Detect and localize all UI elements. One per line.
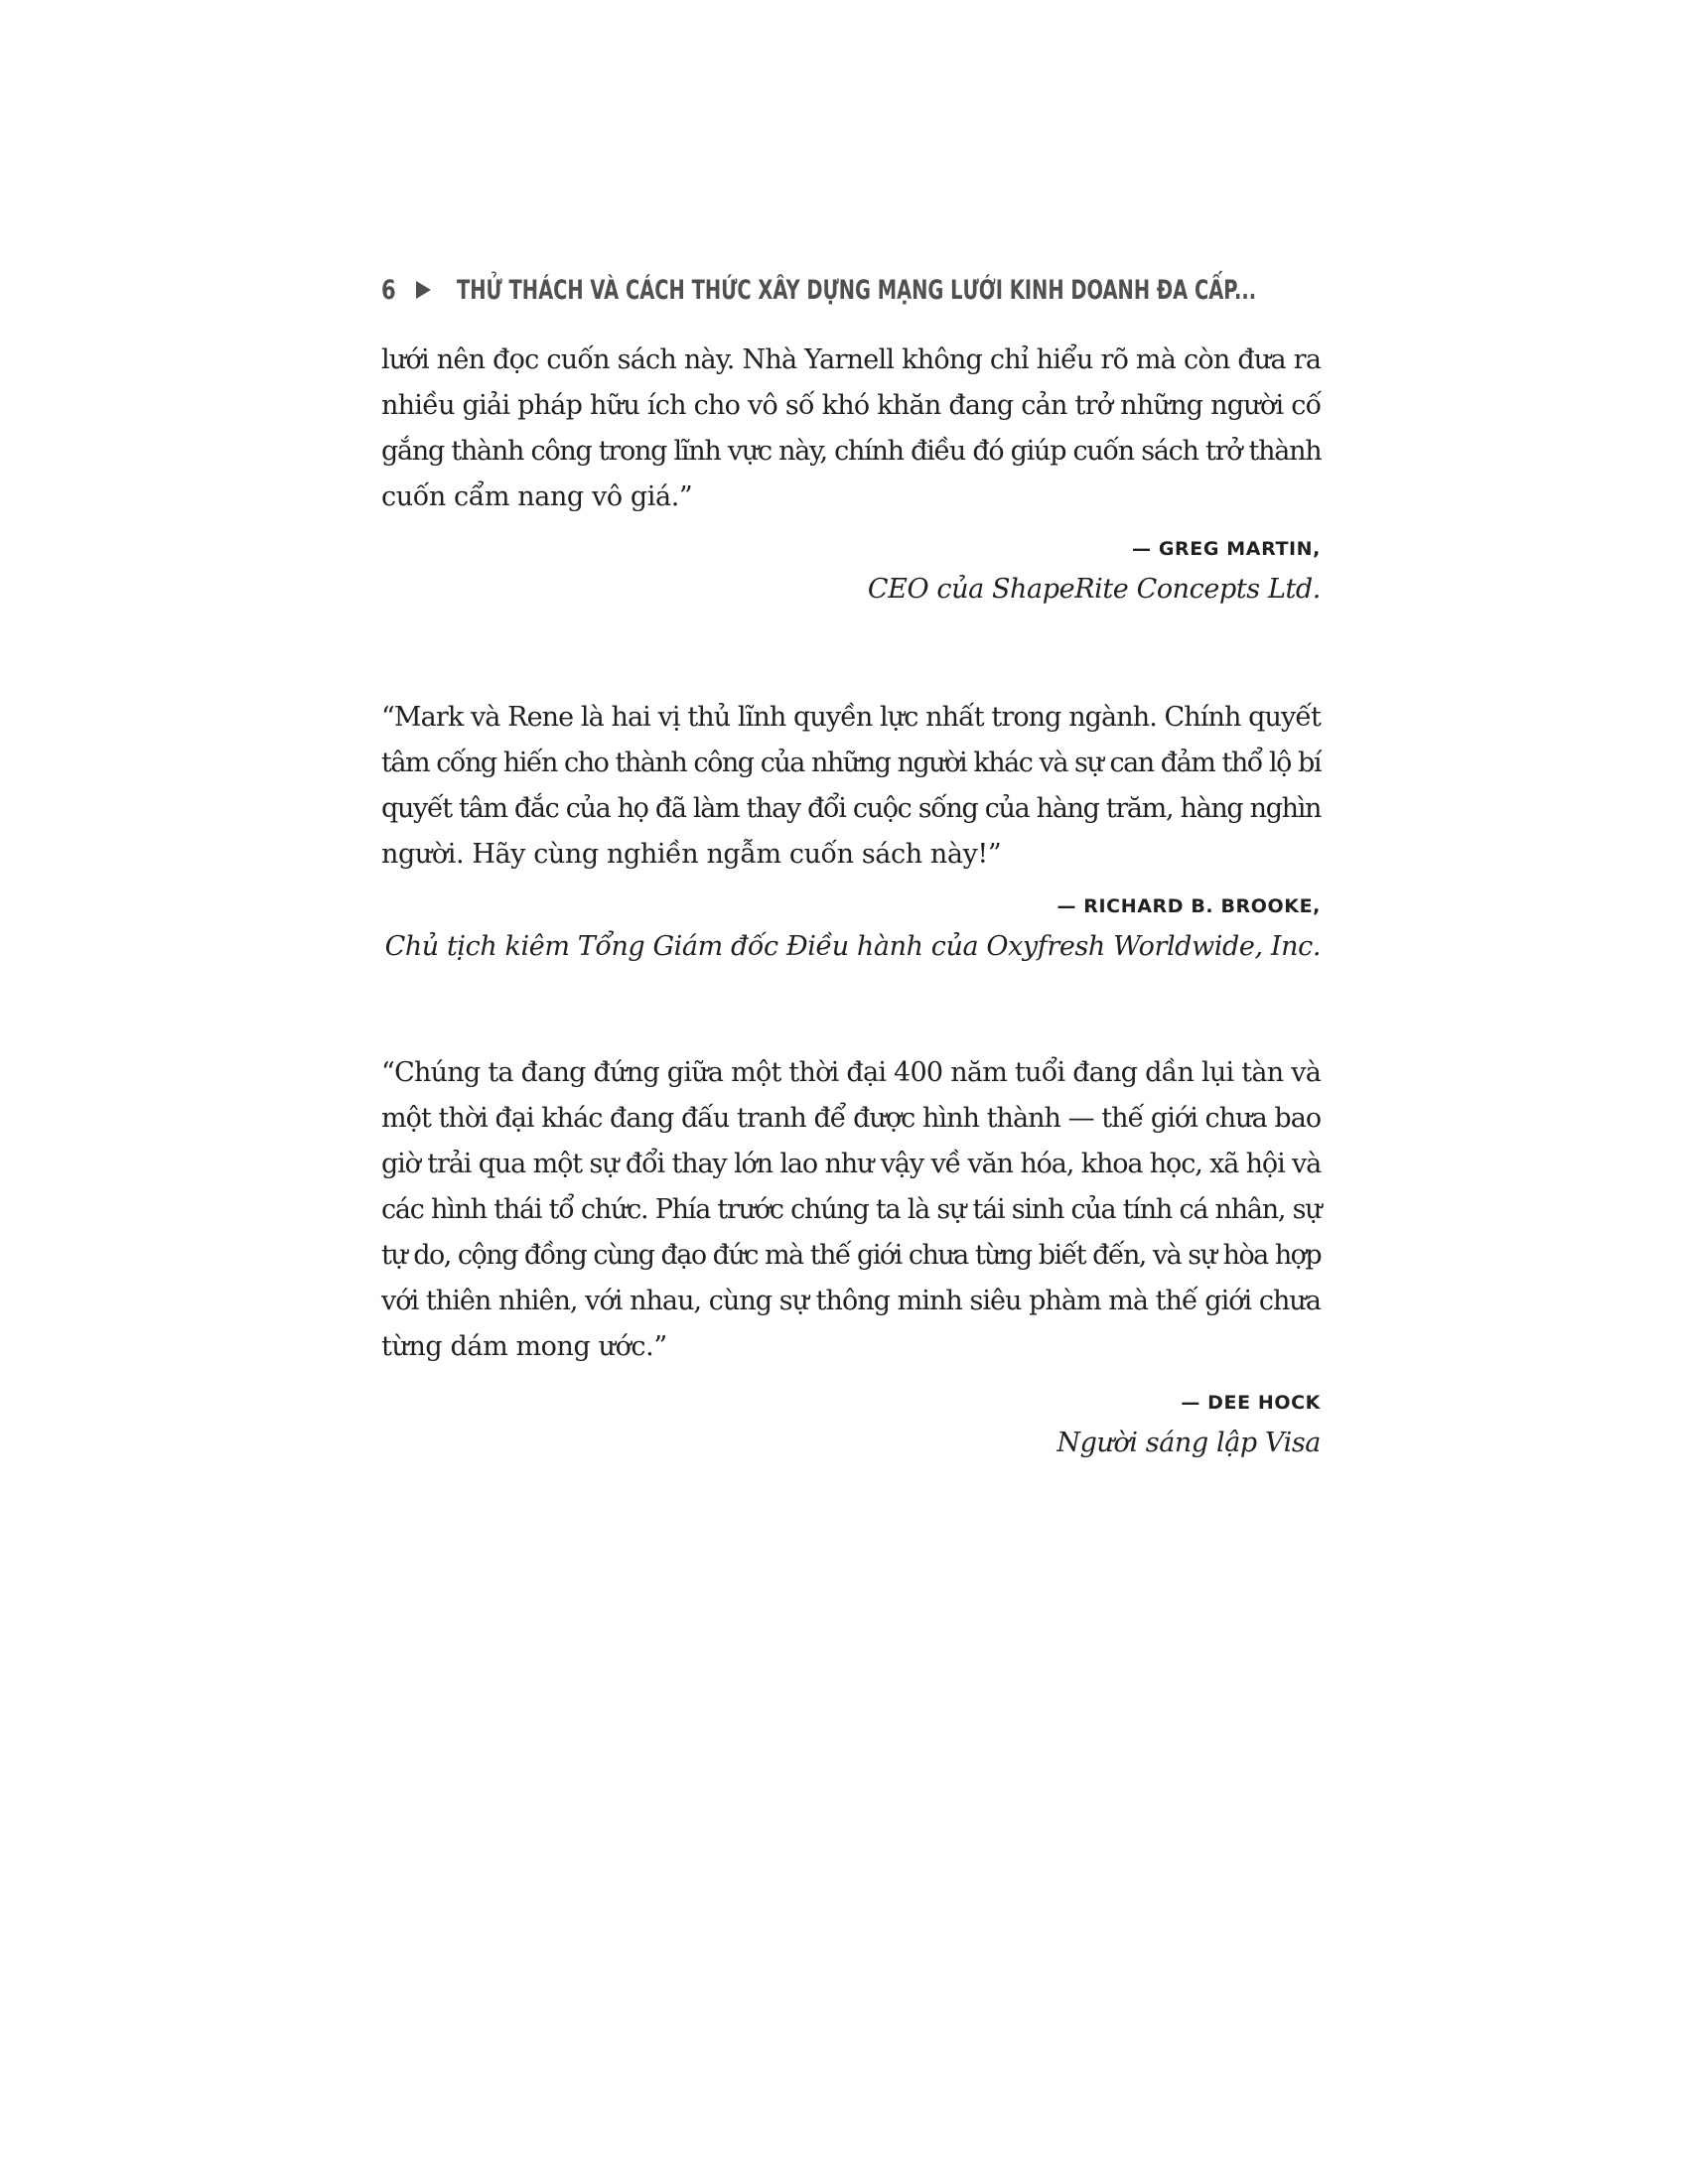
quote-line: tự do, cộng đồng cùng đạo đức mà thế giới chưa từng biết đến, và sự hòa hợp (381, 1240, 1322, 1271)
attribution-role-2 (381, 931, 1321, 962)
attribution-role: Người sáng lập Visa (1056, 1428, 1321, 1458)
attribution-2 (381, 895, 1321, 917)
quote-line: “Mark và Rene là hai vị thủ lĩnh quyền lực nhất trong ngành. Chính quyết (381, 702, 1321, 733)
quote-line: từng dám mong ước.” (381, 1331, 667, 1362)
quote-line: nhiều giải pháp hữu ích cho vô số khó khăn đang cản trở những người cố (381, 390, 1322, 421)
quote-line: các hình thái tổ chức. Phía trước chúng ta là sự tái sinh của tính cá nhân, sự (381, 1194, 1322, 1225)
quote-line: cuốn cẩm nang vô giá.” (381, 481, 693, 512)
quote-text (381, 338, 1321, 520)
running-title: THỬ THÁCH VÀ CÁCH THỨC XÂY DỰNG MẠNG LƯỚI KINH DOANH ĐA CẤP... (456, 274, 1256, 306)
quote-line: một thời đại khác đang đấu tranh để được hình thành — thế giới chưa bao (381, 1103, 1322, 1134)
quote-text (381, 695, 1321, 878)
running-header (381, 270, 1325, 310)
quote-line: gắng thành công trong lĩnh vực này, chính điều đó giúp cuốn sách trở thành (381, 436, 1322, 467)
quote-text (381, 1050, 1321, 1370)
quote-line: với thiên nhiên, với nhau, cùng sự thông minh siêu phàm mà thế giới chưa (381, 1286, 1321, 1316)
quote-line: tâm cống hiến cho thành công của những người khác và sự can đảm thổ lộ bí (381, 748, 1321, 778)
attribution-name: — DEE HOCK (1181, 1392, 1321, 1414)
attribution-role: CEO của ShapeRite Concepts Ltd. (867, 574, 1321, 605)
quote-line: lưới nên đọc cuốn sách này. Nhà Yarnell không chỉ hiểu rõ mà còn đưa ra (381, 344, 1322, 375)
page-number: 6 (381, 274, 396, 306)
attribution-name: — GREG MARTIN, (1132, 538, 1321, 560)
attribution-role-3 (381, 1428, 1321, 1458)
quote-line: người. Hãy cùng nghiền ngẫm cuốn sách này!” (381, 839, 1002, 870)
quote-block-2 (381, 695, 1321, 878)
attribution-name: — RICHARD B. BROOKE, (1056, 895, 1321, 917)
attribution-role-1 (381, 574, 1321, 605)
triangle-right-icon (416, 281, 431, 299)
quote-line: giờ trải qua một sự đổi thay lớn lao như vậy về văn hóa, khoa học, xã hội và (381, 1149, 1322, 1179)
quote-line: “Chúng ta đang đứng giữa một thời đại 400 năm tuổi đang dần lụi tàn và (381, 1057, 1322, 1088)
attribution-role: Chủ tịch kiêm Tổng Giám đốc Điều hành của Oxyfresh Worldwide, Inc. (384, 931, 1321, 962)
quote-block-1 (381, 338, 1321, 520)
quote-block-3 (381, 1050, 1321, 1370)
quote-line: quyết tâm đắc của họ đã làm thay đổi cuộc sống của hàng trăm, hàng nghìn (381, 793, 1322, 824)
attribution-3 (381, 1392, 1321, 1414)
attribution-1 (381, 538, 1321, 560)
